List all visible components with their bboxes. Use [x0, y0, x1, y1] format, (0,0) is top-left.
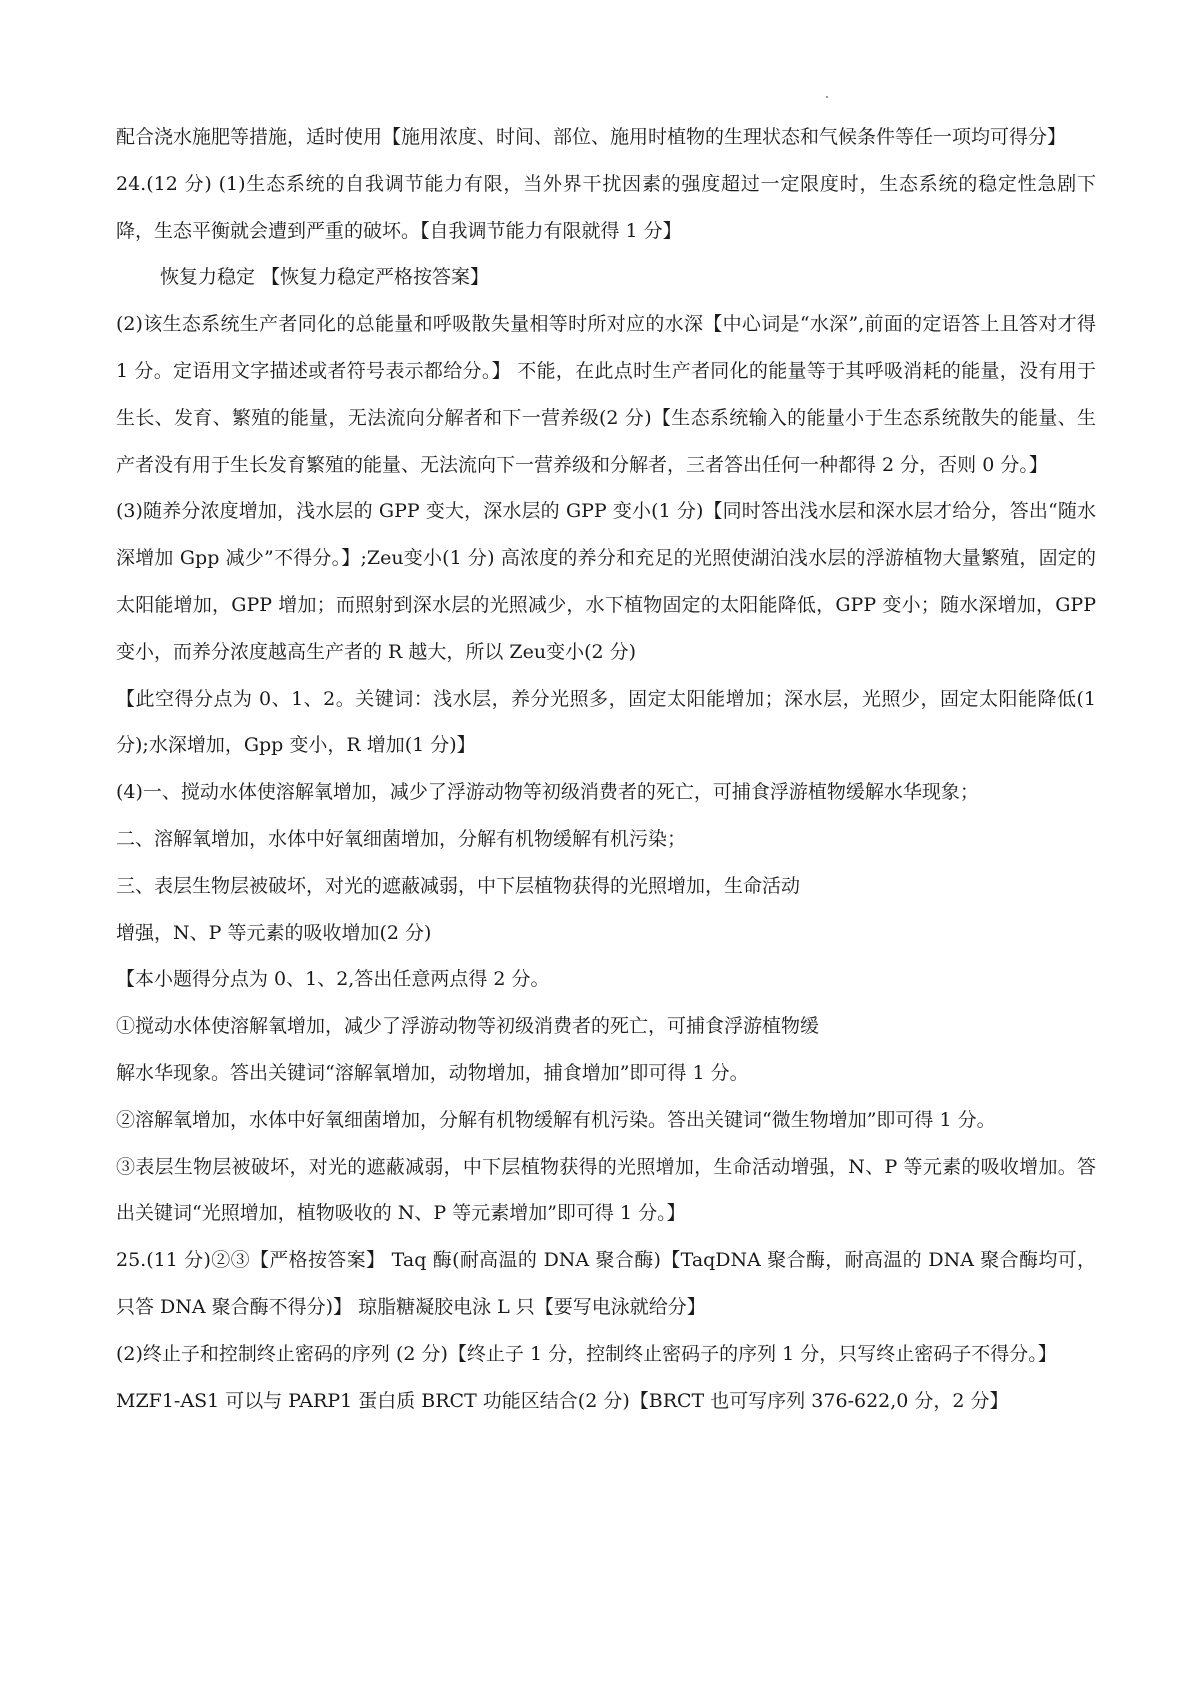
paragraph-15: ③表层生物层被破坏，对光的遮蔽减弱，中下层植物获得的光照增加，生命活动增强，N、P 等元素的吸收增加。答出关键词“光照增加，植物吸收的 N、P 等元素增加”即可得 1 分。】 [116, 1155, 1096, 1225]
paragraph-11: 【本小题得分点为 0、1、2,答出任意两点得 2 分。 [116, 968, 550, 991]
paragraph-1: 配合浇水施肥等措施，适时使用【施用浓度、时间、部位、施用时植物的生理状态和气候条件等任一项均可得分】 [116, 126, 1067, 148]
paragraph-14: ②溶解氧增加，水体中好氧细菌增加，分解有机物缓解有机污染。答出关键词“微生物增加”即可得 1 分。 [116, 1108, 996, 1131]
paragraph-8: 二、溶解氧增加，水体中好氧细菌增加，分解有机物缓解有机污染； [116, 827, 687, 850]
paragraph-3: 恢复力稳定 【恢复力稳定严格按答案】 [160, 266, 490, 289]
paragraph-4: (2)该生态系统生产者同化的总能量和呼吸散失量相等时所对应的水深【中心词是“水深”,前面的定语答上且答对才得 1 分。定语用文字描述或者符号表示都给分。】 不能，在此点时生产者同化的能量等于其呼吸消耗的能量，没有用于生长、发育、繁殖的能量，无法流向分解者和下一营养级(2 分)【生态系统输入的能量小于生态系统散失的能量、生产者没有用于生长发育繁殖的能量、无法流向下一营养级和分解者，三者答出任何一种都得 2 分，否则 0 分。】 [116, 313, 1096, 476]
paragraph-2: 24.(12 分) (1)生态系统的自我调节能力有限，当外界干扰因素的强度超过一定限度时，生态系统的稳定性急剧下降，生态平衡就会遭到严重的破坏。【自我调节能力有限就得 1 分】 [116, 172, 1096, 242]
paragraph-7: (4)一、搅动水体使溶解氧增加，减少了浮游动物等初级消费者的死亡，可捕食浮游植物缓解水华现象； [116, 781, 979, 804]
paragraph-10: 增强，N、P 等元素的吸收增加(2 分) [116, 921, 432, 944]
paragraph-5: (3)随养分浓度增加，浅水层的 GPP 变大，深水层的 GPP 变小(1 分)【同时答出浅水层和深水层才给分，答出“随水深增加 Gpp 减少”不得分。】;Zeu变小(1 分) 高浓度的养分和充足的光照使湖泊浅水层的浮游植物大量繁殖，固定的太阳能增加，GPP 增加；而照射到深水层的光照减少，水下植物固定的太阳能降低，GPP 变小；随水深增加，GPP 变小，而养分浓度越高生产者的 R 越大，所以 Zeu变小(2 分) [116, 500, 1096, 663]
paragraph-12: ①搅动水体使溶解氧增加，减少了浮游动物等初级消费者的死亡，可捕食浮游植物缓 [116, 1015, 820, 1038]
paragraph-17: (2)终止子和控制终止密码的序列 (2 分)【终止子 1 分，控制终止密码子的序列 1 分，只写终止密码子不得分。】 [116, 1342, 1057, 1365]
paragraph-9: 三、表层生物层被破坏，对光的遮蔽减弱，中下层植物获得的光照增加，生命活动 [116, 874, 801, 897]
paragraph-13: 解水华现象。答出关键词“溶解氧增加，动物增加，捕食增加”即可得 1 分。 [116, 1061, 749, 1084]
paragraph-16: 25.(11 分)②③【严格按答案】 Taq 酶(耐高温的 DNA 聚合酶)【TaqDNA 聚合酶，耐高温的 DNA 聚合酶均可，只答 DNA 聚合酶不得分)】 琼脂糖凝胶电泳 L 只【要写电泳就给分】 [116, 1249, 1096, 1318]
scan-dot [826, 96, 828, 98]
paragraph-18: MZF1-AS1 可以与 PARP1 蛋白质 BRCT 功能区结合(2 分)【BRCT 也可写序列 376-622,0 分，2 分】 [116, 1389, 1009, 1412]
paragraph-6: 【此空得分点为 0、1、2。关键词：浅水层，养分光照多，固定太阳能增加；深水层，光照少，固定太阳能降低(1 分);水深增加，Gpp 变小，R 增加(1 分)】 [116, 687, 1096, 757]
document-body [116, 114, 1096, 1424]
